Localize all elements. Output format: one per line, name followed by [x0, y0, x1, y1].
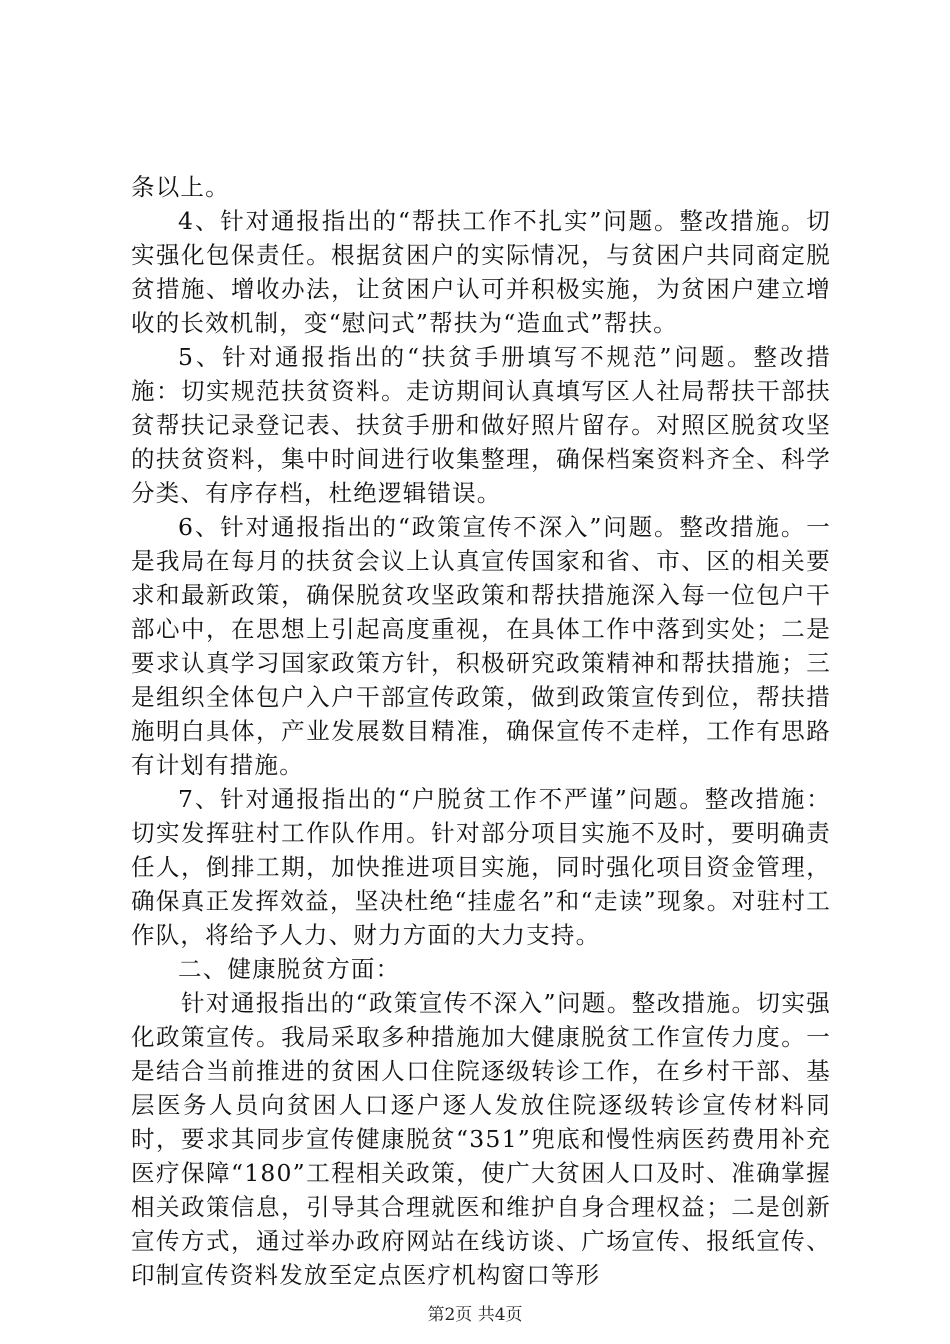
paragraph-item-6: 6、针对通报指出的“政策宣传不深入”问题。整改措施。一是我局在每月的扶贫会议上认真宣传国家和省、市、区的相关要求和最新政策，确保脱贫攻坚政策和帮扶措施深入每一位包户干部心中，在思想上引起高度重视，在具体工作中落到实处；二是要求认真学习国家政策方针，积极研究政策精神和帮扶措施；三是组织全体包户入户干部宣传政策，做到政策宣传到位，帮扶措施明白具体，产业发展数目精准，确保宣传不走样，工作有思路有计划有措施。 [131, 513, 831, 779]
paragraph-health-policy: 针对通报指出的“政策宣传不深入”问题。整改措施。切实强化政策宣传。我局采取多种措施加大健康脱贫工作宣传力度。一是结合当前推进的贫困人口住院逐级转诊工作，在乡村干部、基层医务人员向贫困人口逐户逐人发放住院逐级转诊宣传材料同时，要求其同步宣传健康脱贫“351”兜底和慢性病医药费用补充医疗保障“180”工程相关政策，使广大贫困人口及时、准确掌握相关政策信息，引导其合理就医和维护自身合理权益；二是创新宣传方式，通过举办政府网站在线访谈、广场宣传、报纸宣传、印制宣传资料发放至定点医疗机构窗口等形 [131, 989, 831, 1289]
document-body [131, 170, 831, 1292]
paragraph-item-4: 4、针对通报指出的“帮扶工作不扎实”问题。整改措施。切实强化包保责任。根据贫困户的实际情况，与贫困户共同商定脱贫措施、增收办法，让贫困户认可并积极实施，为贫困户建立增收的长效机制，变“慰问式”帮扶为“造血式”帮扶。 [131, 207, 831, 337]
page-number-label: 第2页 共4页 [427, 1305, 523, 1325]
section-heading-health: 二、健康脱贫方面： [178, 955, 401, 983]
paragraph-continuation: 条以上。 [131, 173, 230, 201]
paragraph-item-5: 5、针对通报指出的“扶贫手册填写不规范”问题。整改措施：切实规范扶贫资料。走访期间认真填写区人社局帮扶干部扶贫帮扶记录登记表、扶贫手册和做好照片留存。对照区脱贫攻坚的扶贫资料，集中时间进行收集整理，确保档案资料齐全、科学分类、有序存档，杜绝逻辑错误。 [131, 343, 831, 507]
page-footer [0, 1304, 950, 1326]
paragraph-item-7: 7、针对通报指出的“户脱贫工作不严谨”问题。整改措施：切实发挥驻村工作队作用。针对部分项目实施不及时，要明确责任人，倒排工期，加快推进项目实施，同时强化项目资金管理，确保真正发挥效益，坚决杜绝“挂虚名”和“走读”现象。对驻村工作队，将给予人力、财力方面的大力支持。 [131, 785, 831, 949]
